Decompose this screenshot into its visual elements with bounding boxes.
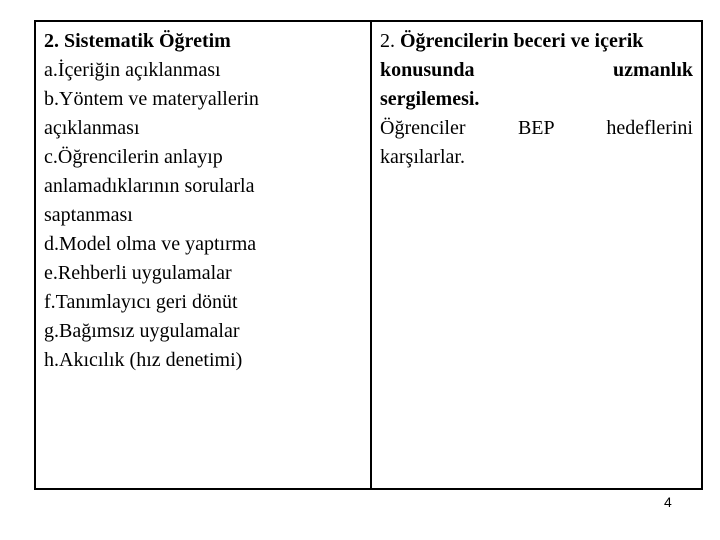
left-line-10: g.Bağımsız uygulamalar (44, 320, 240, 342)
content-table (34, 20, 703, 490)
left-cell (36, 22, 372, 488)
right-line-4: Öğrenciler BEP hedeflerini (380, 117, 693, 139)
right-line-3: sergilemesi. (380, 88, 480, 110)
left-line-1: a.İçeriğin açıklanması (44, 59, 221, 81)
left-line-4: c.Öğrencilerin anlayıp (44, 146, 223, 168)
right-line-1 (380, 27, 693, 56)
left-line-2: b.Yöntem ve materyallerin (44, 88, 259, 110)
right-line-1-bold: Öğrencilerin beceri ve içerik (400, 30, 644, 52)
right-cell (372, 22, 701, 488)
left-line-3: açıklanması (44, 117, 140, 139)
left-line-6: saptanması (44, 204, 133, 226)
left-line-11: h.Akıcılık (hız denetimi) (44, 349, 243, 371)
left-heading: 2. Sistematik Öğretim (44, 30, 231, 52)
right-line-2: konusunda uzmanlık (380, 59, 693, 81)
right-line-5: karşılarlar. (380, 146, 465, 168)
left-line-5: anlamadıklarının sorularla (44, 175, 255, 197)
left-line-8: e.Rehberli uygulamalar (44, 262, 232, 284)
left-line-7: d.Model olma ve yaptırma (44, 233, 257, 255)
left-line-9: f.Tanımlayıcı geri dönüt (44, 291, 238, 313)
right-line-1-prefix: 2. (380, 30, 400, 52)
page-number: 4 (664, 494, 672, 510)
